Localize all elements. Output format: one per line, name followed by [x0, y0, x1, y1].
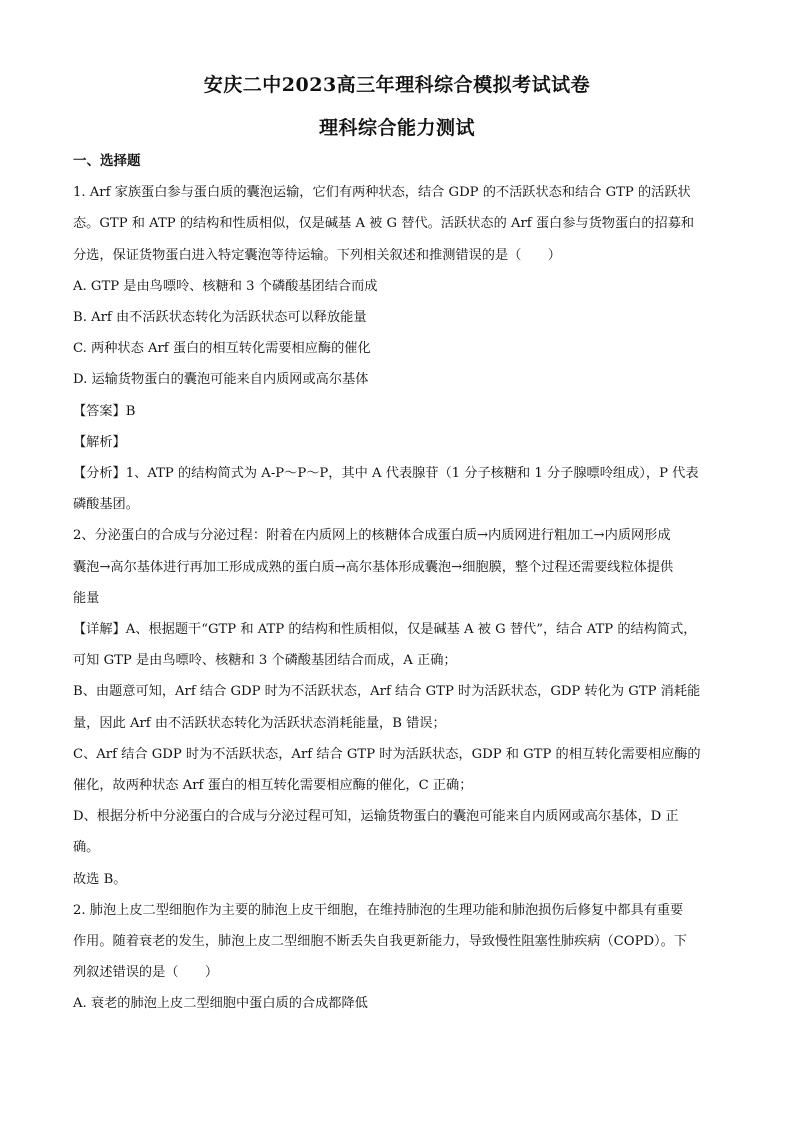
question-1-option-d: D. 运输货物蛋白的囊泡可能来自内质网或高尔基体	[73, 372, 369, 388]
question-1-answer: 【答案】B	[73, 403, 136, 419]
question-1-analysis-line-5: 能量	[73, 590, 100, 606]
question-1-detail-line-6: 催化，故两种状态 Arf 蛋白的相互转化需要相应酶的催化，C 正确；	[73, 778, 473, 794]
question-1-detail-line-4: 量，因此 Arf 由不活跃状态转化为活跃状态消耗能量，B 错误；	[73, 715, 446, 731]
section-heading: 一、选择题	[73, 153, 141, 169]
question-1-option-b: B. Arf 由不活跃状态转化为活跃状态可以释放能量	[73, 310, 367, 326]
question-1-detail-line-7: D、根据分析中分泌蛋白的合成与分泌过程可知，运输货物蛋白的囊泡可能来自内质网或高尔基体，D 正	[73, 809, 679, 825]
document-body	[73, 146, 723, 1020]
question-1-stem-line-3: 分选，保证货物蛋白进入特定囊泡等待运输。下列相关叙述和推测错误的是（ ）	[73, 247, 561, 263]
question-1-analysis-line-2: 磷酸基团。	[73, 497, 139, 513]
question-1-option-a: A. GTP 是由鸟嘌呤、核糖和 3 个磷酸基团结合而成	[73, 278, 378, 294]
question-2-stem-line-1: 2. 肺泡上皮二型细胞作为主要的肺泡上皮干细胞，在维持肺泡的生理功能和肺泡损伤后修复中都具有重要	[73, 902, 684, 918]
question-2-option-a: A. 衰老的肺泡上皮二型细胞中蛋白质的合成都降低	[73, 996, 368, 1012]
question-1-analysis-label: 【解析】	[73, 434, 126, 450]
question-1-stem-line-2: 态。GTP 和 ATP 的结构和性质相似，仅是碱基 A 被 G 替代。活跃状态的 Arf 蛋白参与货物蛋白的招募和	[73, 216, 695, 232]
question-1-detail-line-5: C、Arf 结合 GDP 时为不活跃状态，Arf 结合 GTP 时为活跃状态，GDP 和 GTP 的相互转化需要相应酶的	[73, 746, 701, 762]
question-1-detail-line-2: 可知 GTP 是由鸟嘌呤、核糖和 3 个磷酸基团结合而成，A 正确；	[73, 653, 457, 669]
question-2-stem-line-2: 作用。随着衰老的发生，肺泡上皮二型细胞不断丢失自我更新能力，导致慢性阻塞性肺疾病（COPD）。下	[73, 934, 687, 950]
question-1-analysis-line-1: 【分析】1、ATP 的结构简式为 A-P～P～P，其中 A 代表腺苷（1 分子核糖和 1 分子腺嘌呤组成），P 代表	[73, 466, 699, 482]
question-2-stem-line-3: 列叙述错误的是（ ）	[73, 965, 219, 981]
question-1-detail-line-8: 确。	[73, 840, 100, 856]
question-1-option-c: C. 两种状态 Arf 蛋白的相互转化需要相应酶的催化	[73, 341, 371, 357]
question-1-analysis-line-3: 2、分泌蛋白的合成与分泌过程：附着在内质网上的核糖体合成蛋白质→内质网进行粗加工→内质网形成	[73, 528, 671, 544]
question-1-stem-line-1: 1. Arf 家族蛋白参与蛋白质的囊泡运输，它们有两种状态，结合 GDP 的不活跃状态和结合 GTP 的活跃状	[73, 185, 691, 201]
page-subtitle: 理科综合能力测试	[318, 117, 475, 139]
question-1-detail-line-1: 【详解】A、根据题干“GTP 和 ATP 的结构和性质相似，仅是碱基 A 被 G 替代”，结合 ATP 的结构简式，	[73, 622, 697, 638]
question-1-conclusion: 故选 B。	[73, 871, 127, 887]
question-1-analysis-line-4: 囊泡→高尔基体进行再加工形成成熟的蛋白质→高尔基体形成囊泡→细胞膜，整个过程还需要线粒体提供	[73, 559, 674, 575]
page-title: 安庆二中2023高三年理科综合模拟考试试卷	[203, 74, 591, 96]
question-1-detail-line-3: B、由题意可知，Arf 结合 GDP 时为不活跃状态，Arf 结合 GTP 时为活跃状态，GDP 转化为 GTP 消耗能	[73, 684, 701, 700]
